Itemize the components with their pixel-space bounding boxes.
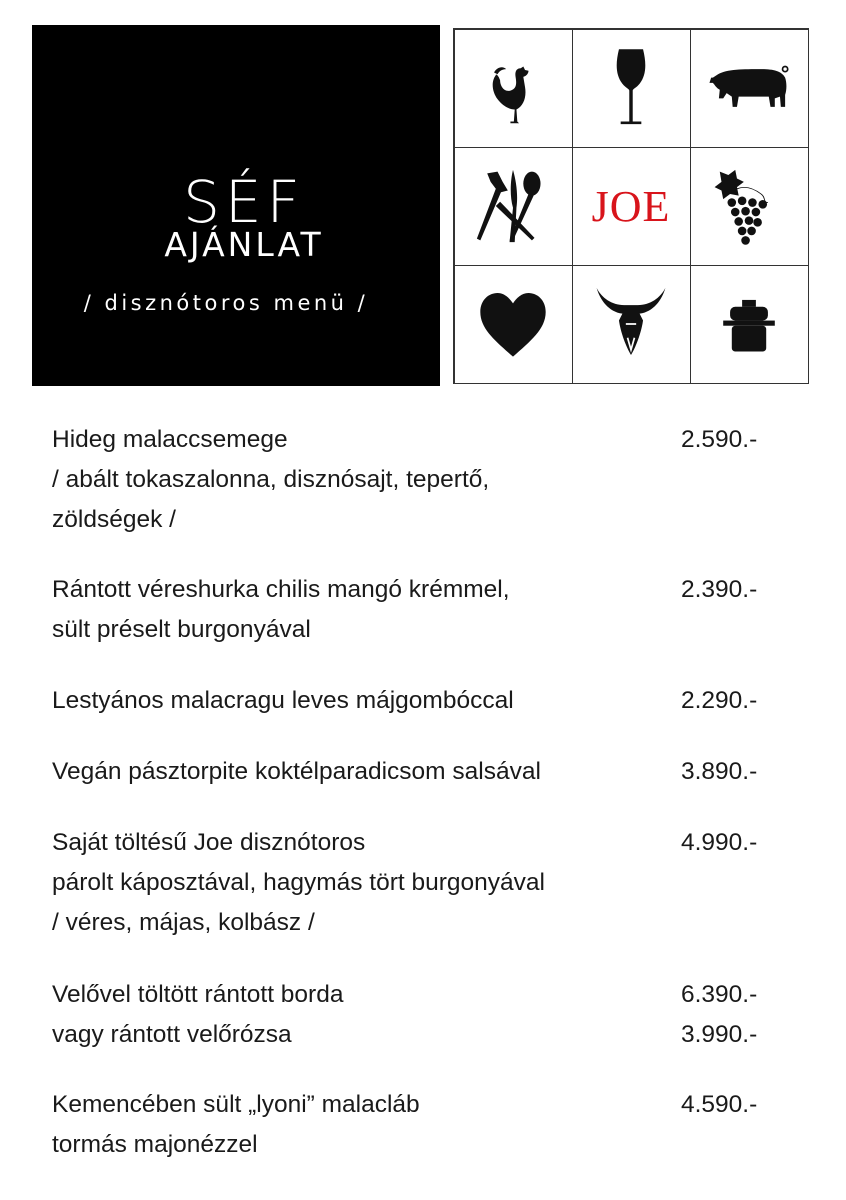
dish-name: Hideg malaccsemege — [52, 426, 288, 453]
wine-glass-icon — [572, 29, 691, 148]
menu-item-line — [52, 823, 792, 863]
menu-item-line — [52, 1085, 792, 1125]
pig-icon — [690, 29, 809, 148]
menu-item-line — [52, 681, 792, 721]
menu-item — [52, 975, 792, 1055]
dish-price: 3.890.- — [681, 758, 758, 785]
dish-price: 4.990.- — [681, 829, 758, 856]
dish-description: vagy rántott velőrózsa — [52, 1021, 292, 1048]
menu-item-line — [52, 975, 792, 1015]
hero-banner — [32, 25, 440, 386]
menu-item — [52, 681, 792, 721]
dish-price: 2.390.- — [681, 576, 758, 603]
menu-item — [52, 752, 792, 792]
dish-price: 2.590.- — [681, 426, 758, 453]
menu-item — [52, 823, 792, 943]
dish-description: / véres, májas, kolbász / — [52, 909, 315, 936]
menu-item-line — [52, 1125, 792, 1165]
dish-name: Saját töltésű Joe disznótoros — [52, 829, 366, 856]
dish-name: Velővel töltött rántott borda — [52, 981, 344, 1008]
cutlery-icon — [454, 147, 573, 266]
grapes-icon — [690, 147, 809, 266]
dish-description: / abált tokaszalonna, disznósajt, tepertő, — [52, 466, 490, 493]
hero-subtitle: AJÁNLAT — [164, 225, 324, 264]
menu-item-line — [52, 420, 792, 460]
menu-item-line — [52, 460, 792, 500]
dish-name: Lestyános malacragu leves májgombóccal — [52, 687, 514, 714]
icon-grid — [453, 28, 809, 384]
dish-price: 3.990.- — [681, 1021, 758, 1048]
menu-item-line — [52, 610, 792, 650]
dish-name: Vegán pásztorpite koktélparadicsom salsával — [52, 758, 541, 785]
dish-name: Kemencében sült „lyoni” malacláb — [52, 1091, 420, 1118]
dish-description: zöldségek / — [52, 506, 176, 533]
dish-description: tormás majonézzel — [52, 1131, 258, 1158]
menu-item-line — [52, 1015, 792, 1055]
dish-description: párolt káposztával, hagymás tört burgonyával — [52, 869, 545, 896]
dish-price: 4.590.- — [681, 1091, 758, 1118]
joe-logo — [572, 147, 691, 266]
logo-text: JOE — [591, 181, 671, 231]
hero-title: SÉF — [183, 168, 305, 236]
hero-tagline: / disznótoros menü / — [83, 291, 369, 315]
menu-item — [52, 1085, 792, 1165]
rooster-icon — [454, 29, 573, 148]
menu-item-line — [52, 863, 792, 903]
dish-price: 6.390.- — [681, 981, 758, 1008]
menu-item — [52, 570, 792, 650]
menu-item-line — [52, 752, 792, 792]
pot-icon — [690, 265, 809, 384]
menu-item-line — [52, 903, 792, 943]
dish-price: 2.290.- — [681, 687, 758, 714]
dish-description: sült préselt burgonyával — [52, 616, 311, 643]
bull-head-icon — [572, 265, 691, 384]
menu-item-line — [52, 500, 792, 540]
menu-item-line — [52, 570, 792, 610]
menu-item — [52, 420, 792, 540]
dish-name: Rántott véreshurka chilis mangó krémmel, — [52, 576, 510, 603]
heart-icon — [454, 265, 573, 384]
